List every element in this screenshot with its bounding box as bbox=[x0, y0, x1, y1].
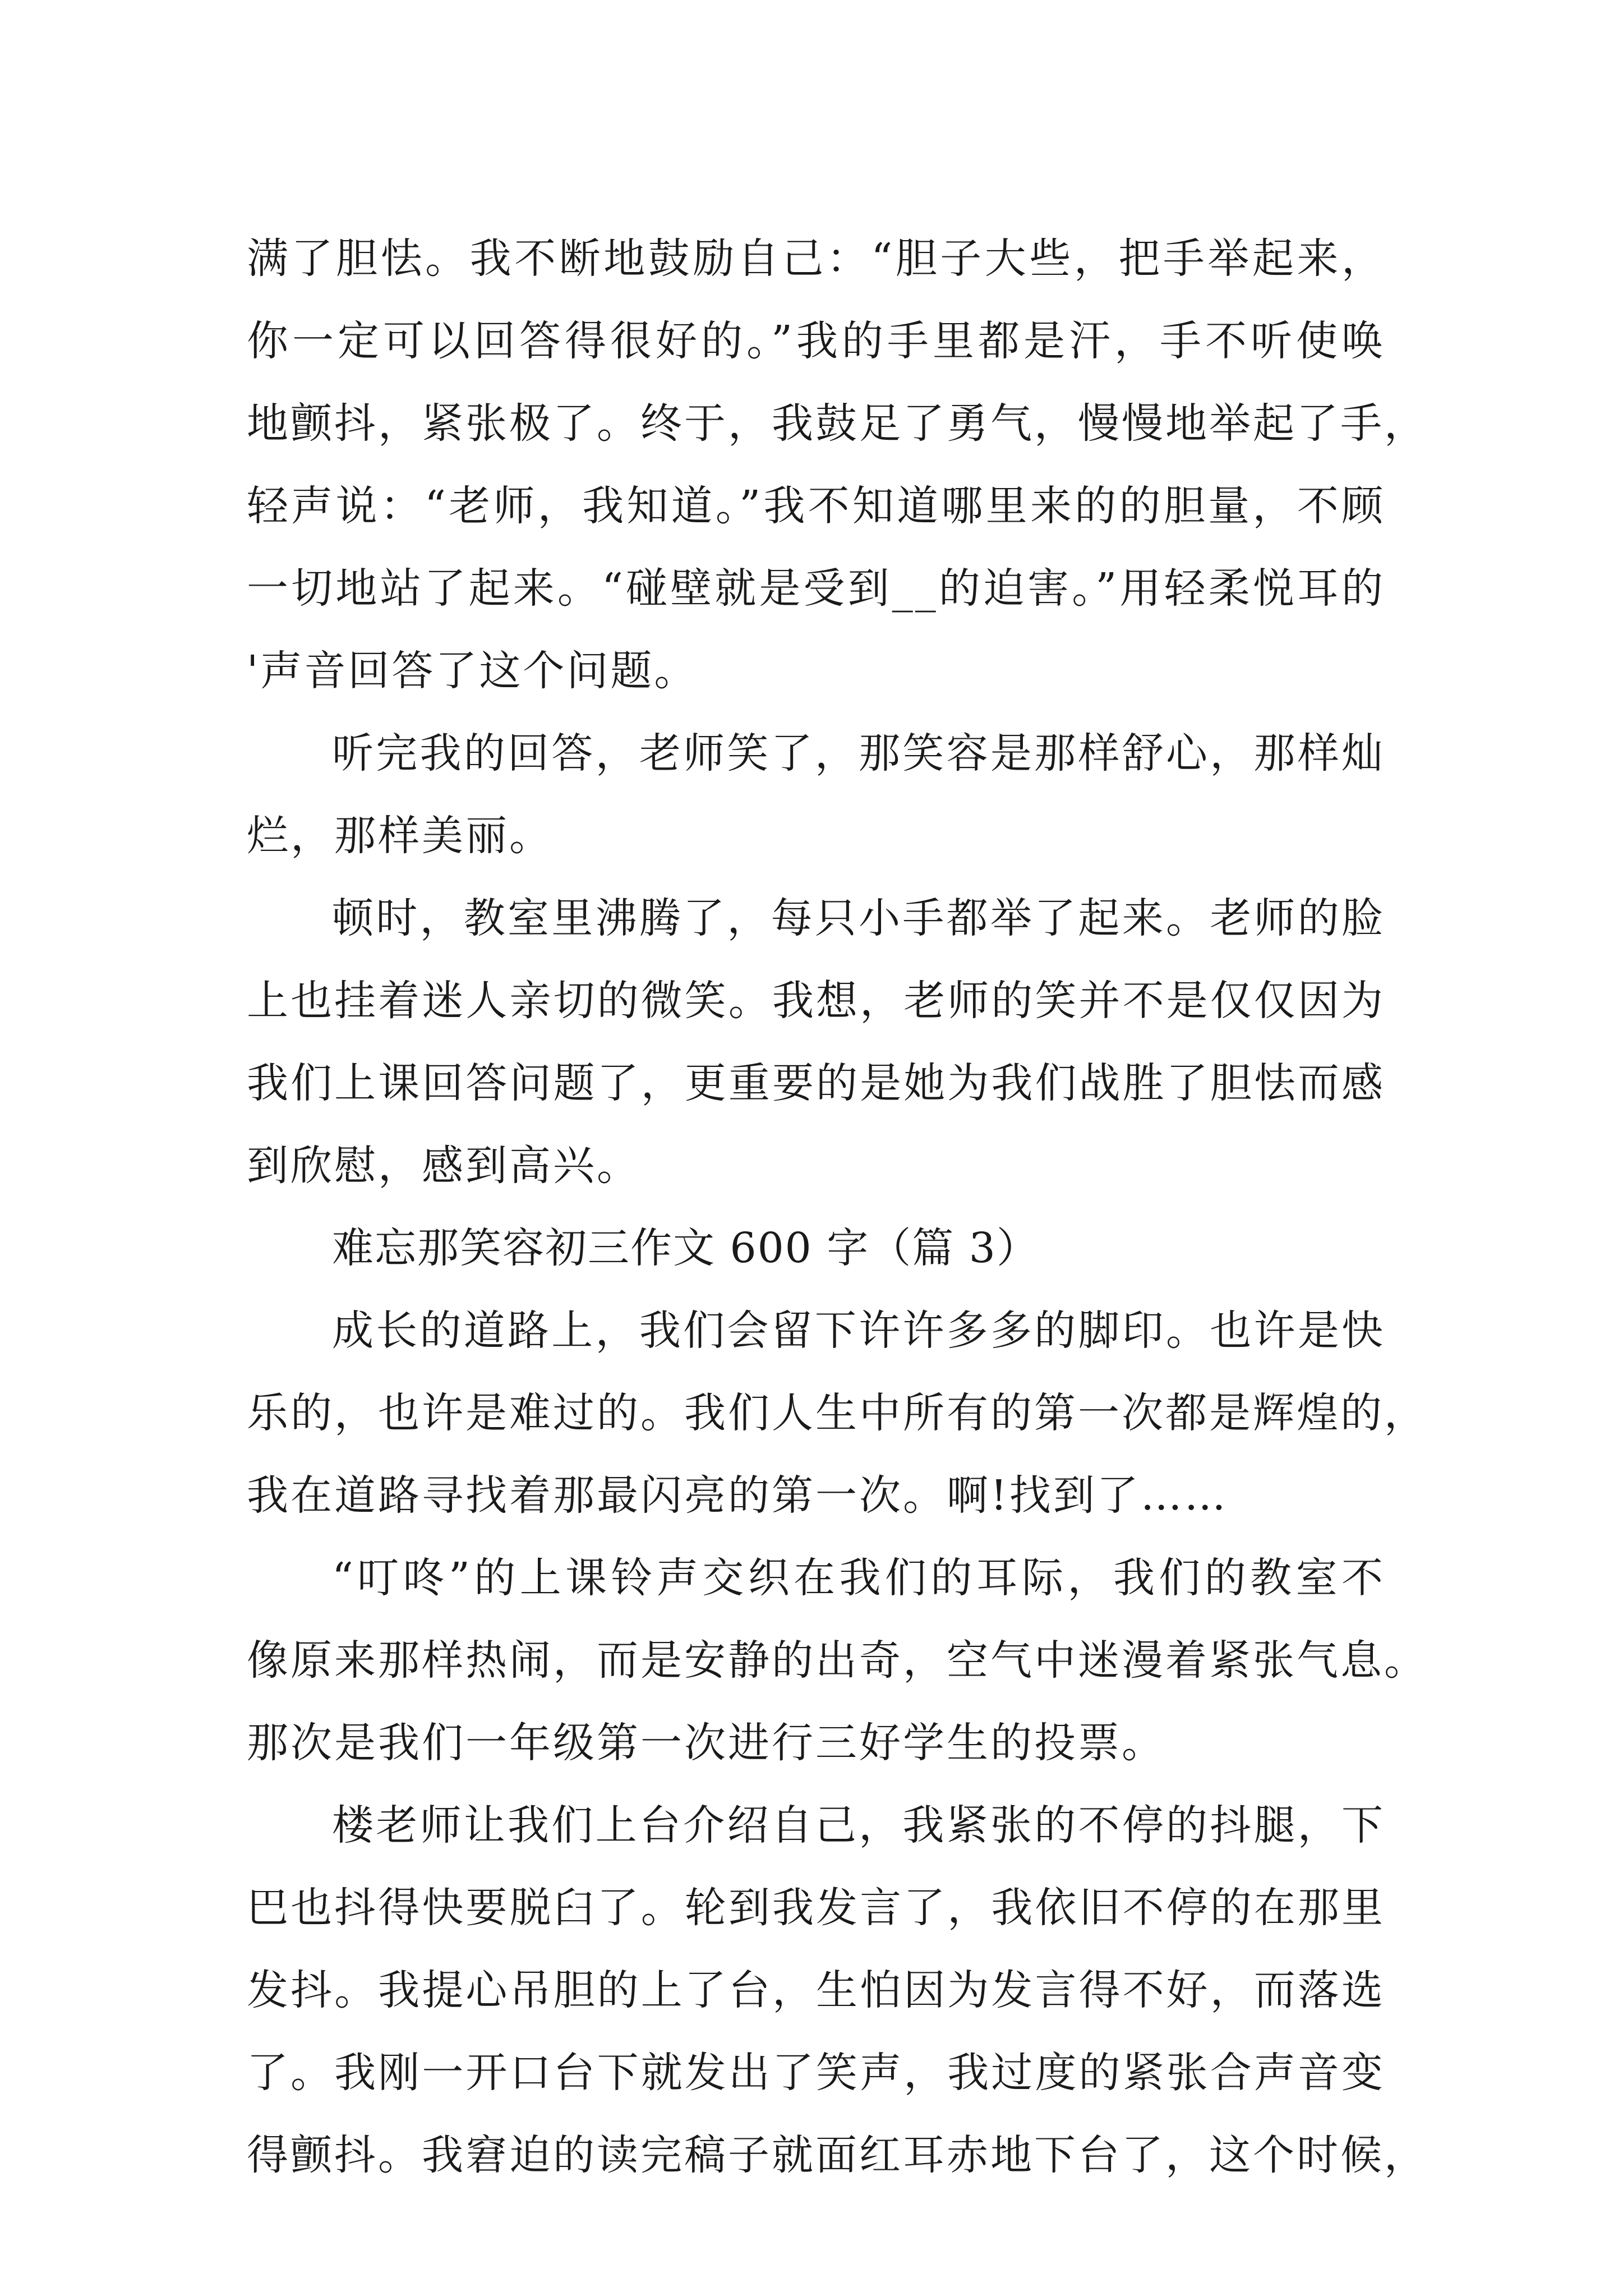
text-line: 满了胆怯。我不断地鼓励自己：“胆子大些，把手举起来， bbox=[247, 234, 1385, 283]
text-line: 一切地站了起来。“碰壁就是受到__的迫害。”用轻柔悦耳的 bbox=[247, 564, 1385, 613]
text-line: 听完我的回答，老师笑了，那笑容是那样舒心，那样灿 bbox=[332, 729, 1385, 777]
text-line: 那次是我们一年级第一次进行三好学生的投票。 bbox=[247, 1719, 1165, 1767]
text-line: '声音回答了这个问题。 bbox=[247, 647, 698, 695]
text-line: 到欣慰，感到高兴。 bbox=[247, 1142, 640, 1190]
text-line: 顿时，教室里沸腾了，每只小手都举了起来。老师的脸 bbox=[332, 894, 1385, 942]
text-line: 发抖。我提心吊胆的上了台，生怕因为发言得不好，而落选 bbox=[247, 1966, 1385, 2014]
text-line: 轻声说：“老师，我知道。”我不知道哪里来的的胆量，不顾 bbox=[247, 482, 1385, 530]
text-line: 像原来那样热闹，而是安静的出奇，空气中迷漫着紧张气息。 bbox=[247, 1636, 1428, 1685]
text-line: 巴也抖得快要脱臼了。轮到我发言了，我依旧不停的在那里 bbox=[247, 1884, 1385, 1932]
text-line: 我在道路寻找着那最闪亮的第一次。啊!找到了…… bbox=[247, 1471, 1228, 1520]
text-line: 得颤抖。我窘迫的读完稿子就面红耳赤地下台了，这个时候， bbox=[247, 2131, 1428, 2179]
text-line: 烂，那样美丽。 bbox=[247, 812, 553, 860]
text-line: 我们上课回答问题了，更重要的是她为我们战胜了胆怯而感 bbox=[247, 1059, 1385, 1107]
text-line: 地颤抖，紧张极了。终于，我鼓足了勇气，慢慢地举起了手， bbox=[247, 399, 1428, 448]
text-line: “叮咚”的上课铃声交织在我们的耳际，我们的教室不 bbox=[332, 1554, 1385, 1602]
text-line: 你一定可以回答得很好的。”我的手里都是汗，手不听使唤 bbox=[247, 317, 1385, 365]
essay-body bbox=[247, 218, 1428, 2197]
text-line: 上也挂着迷人亲切的微笑。我想，老师的笑并不是仅仅因为 bbox=[247, 977, 1385, 1025]
text-line: 楼老师让我们上台介绍自己，我紧张的不停的抖腿，下 bbox=[332, 1801, 1385, 1849]
text-line: 乐的，也许是难过的。我们人生中所有的第一次都是辉煌的， bbox=[247, 1389, 1428, 1437]
text-line: 了。我刚一开口台下就发出了笑声，我过度的紧张合声音变 bbox=[247, 2049, 1385, 2097]
section-heading: 难忘那笑容初三作文 600 字（篇 3） bbox=[332, 1224, 1039, 1272]
text-line: 成长的道路上，我们会留下许许多多的脚印。也许是快 bbox=[332, 1306, 1385, 1355]
